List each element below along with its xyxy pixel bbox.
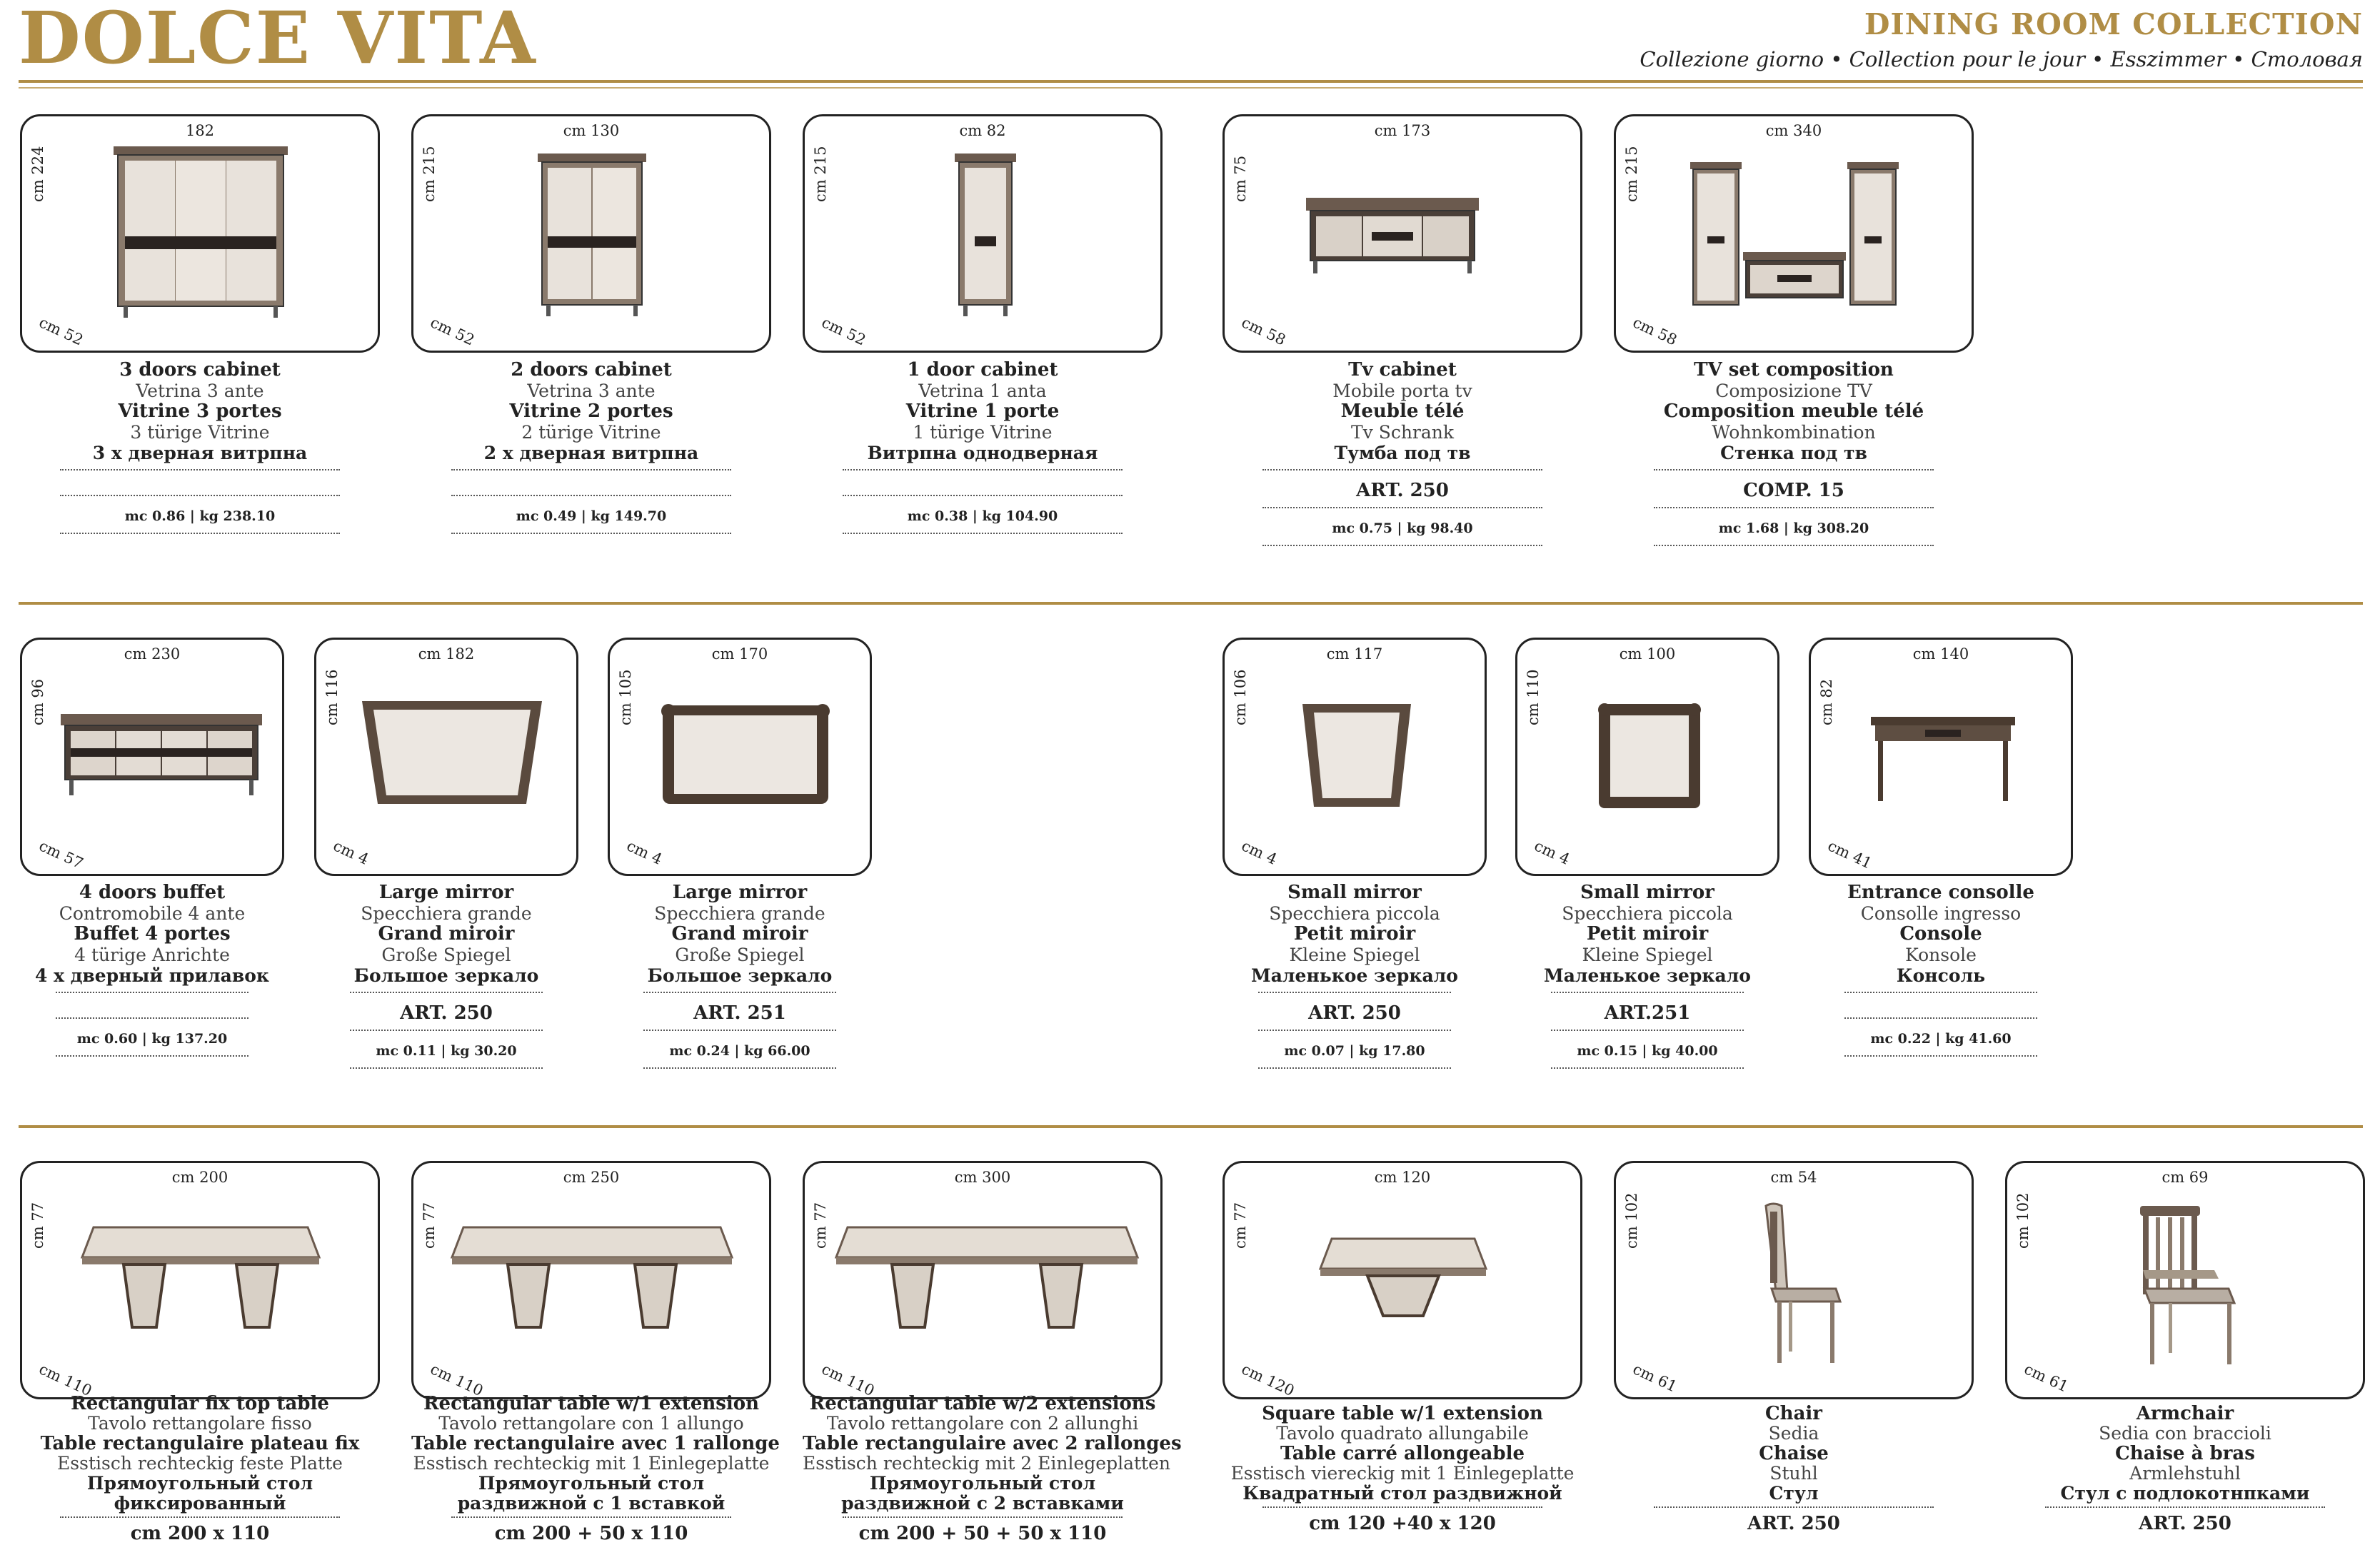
name-it: Tavolo rettangolare fisso xyxy=(88,1413,312,1434)
name-fr: Grand miroir xyxy=(378,923,515,945)
product-card-armchair[interactable] xyxy=(2005,1161,2365,1399)
name-de: Stuhl xyxy=(1769,1463,1818,1484)
volume-weight: mc 0.24 | kg 66.00 xyxy=(669,1043,810,1059)
product-card-rectangular-fix-table[interactable] xyxy=(20,1161,380,1399)
dotted-separator xyxy=(1262,1506,1542,1512)
name-en: 3 doors cabinet xyxy=(119,359,281,381)
dim-width: cm 120 xyxy=(1374,1169,1431,1186)
name-de: 2 türige Vitrine xyxy=(521,422,661,443)
dim-depth: cm 57 xyxy=(36,837,86,872)
article-code: ART. 250 xyxy=(1747,1513,1840,1534)
dotted-separator xyxy=(1551,992,1744,1003)
table-fix-drawing xyxy=(79,1220,322,1334)
product-info-rectangular-table-1-extension xyxy=(411,1393,780,1544)
product-info-square-table xyxy=(1222,1404,1582,1534)
name-fr: Grand miroir xyxy=(671,923,808,945)
dim-height: cm 116 xyxy=(323,669,341,725)
product-info-small-mirror-251 xyxy=(1515,882,1779,1079)
product-info-3-doors-cabinet xyxy=(20,360,380,544)
dim-width: cm 200 xyxy=(171,1169,229,1186)
dotted-separator xyxy=(843,533,1123,544)
name-en: Large mirror xyxy=(378,882,514,903)
product-card-chair[interactable] xyxy=(1614,1161,1974,1399)
volume-weight: mc 0.75 | kg 98.40 xyxy=(1332,520,1473,536)
square-table-drawing xyxy=(1317,1232,1489,1332)
dim-height: cm 110 xyxy=(1525,669,1542,725)
dotted-separator xyxy=(60,495,340,506)
name-ru: 3 х дверная витрпна xyxy=(92,443,308,463)
name-en: Rectangular table w/1 extension xyxy=(423,1393,760,1414)
dim-depth: cm 4 xyxy=(624,837,666,868)
dim-height: cm 75 xyxy=(1232,155,1249,202)
product-card-small-mirror-251[interactable] xyxy=(1515,638,1779,876)
small-mirror-ornate-drawing xyxy=(1596,700,1703,814)
table-size: cm 120 +40 x 120 xyxy=(1309,1513,1496,1534)
large-mirror-drawing xyxy=(359,697,545,811)
dim-height: cm 106 xyxy=(1232,669,1249,725)
dim-depth: cm 58 xyxy=(1239,313,1289,349)
name-fr: Composition meuble télé xyxy=(1663,401,1924,422)
name-ru: 2 х дверная витрпна xyxy=(483,443,699,463)
name-en: Small mirror xyxy=(1580,882,1714,903)
product-info-small-mirror-250 xyxy=(1222,882,1487,1079)
name-it: Sedia con braccioli xyxy=(2099,1423,2271,1444)
table-size: cm 200 x 110 xyxy=(130,1523,270,1544)
dim-width: cm 82 xyxy=(959,122,1006,139)
dotted-separator xyxy=(843,495,1123,506)
dotted-separator xyxy=(350,1067,543,1079)
armchair-drawing xyxy=(2129,1199,2243,1370)
header-divider xyxy=(19,80,2363,83)
name-it: Specchiera piccola xyxy=(1562,903,1733,924)
name-ru: Маленькое зеркало xyxy=(1544,965,1751,986)
name-ru: Маленькое зеркало xyxy=(1251,965,1458,986)
dotted-separator xyxy=(451,1516,731,1522)
name-en: Large mirror xyxy=(672,882,808,903)
product-card-4-doors-buffet[interactable] xyxy=(20,638,284,876)
dotted-separator xyxy=(350,1030,543,1041)
name-en: 2 doors cabinet xyxy=(511,359,672,381)
name-ru: Прямоугольный стол фиксированный xyxy=(86,1473,313,1514)
name-ru: Витрпна однодверная xyxy=(867,443,1098,463)
dim-depth: cm 110 xyxy=(36,1360,95,1400)
product-card-rectangular-table-2-extensions[interactable] xyxy=(803,1161,1163,1399)
dim-height: cm 215 xyxy=(1623,146,1640,202)
name-it: Mobile porta tv xyxy=(1332,381,1472,401)
name-de: Konsole xyxy=(1905,945,1977,965)
name-fr: Petit miroir xyxy=(1586,923,1709,945)
name-it: Vetrina 3 ante xyxy=(136,381,264,401)
dim-depth: cm 110 xyxy=(428,1360,486,1400)
dotted-separator xyxy=(451,469,731,480)
name-ru: Консоль xyxy=(1896,965,1986,986)
name-it: Tavolo rettangolare con 1 allungo xyxy=(438,1413,744,1434)
section-divider-1 xyxy=(19,602,2363,605)
name-en: 1 door cabinet xyxy=(907,359,1058,381)
dim-width: cm 250 xyxy=(563,1169,620,1186)
dim-depth: cm 4 xyxy=(1239,837,1280,868)
dim-height: cm 102 xyxy=(1623,1192,1640,1249)
dim-height: cm 102 xyxy=(2014,1192,2032,1249)
name-ru: Тумба под тв xyxy=(1334,443,1471,463)
section-divider-2 xyxy=(19,1125,2363,1128)
name-ru: Стул xyxy=(1769,1483,1819,1504)
volume-weight: mc 0.15 | kg 40.00 xyxy=(1577,1043,1718,1059)
dotted-separator xyxy=(643,992,836,1003)
name-fr: Buffet 4 portes xyxy=(74,923,231,945)
brand-title: DOLCE VITA xyxy=(19,0,537,80)
name-ru: Квадратный стол раздвижной xyxy=(1242,1483,1562,1504)
name-ru: Прямоугольный стол раздвижной с 2 вставками xyxy=(841,1473,1124,1514)
dotted-separator xyxy=(451,533,731,544)
header-divider-thin xyxy=(19,87,2363,89)
dim-depth: cm 52 xyxy=(428,313,478,349)
name-en: Armchair xyxy=(2136,1403,2234,1424)
table-size: cm 200 + 50 + 50 x 110 xyxy=(858,1523,1107,1544)
dotted-separator xyxy=(1654,507,1934,518)
dotted-separator xyxy=(643,1067,836,1079)
product-card-large-mirror-250[interactable] xyxy=(314,638,578,876)
name-fr: Table carré allongeable xyxy=(1280,1443,1525,1464)
dotted-separator xyxy=(2045,1506,2325,1512)
name-de: Kleine Spiegel xyxy=(1289,945,1420,965)
product-card-small-mirror-250[interactable] xyxy=(1222,638,1487,876)
name-ru: Большое зеркало xyxy=(353,965,539,986)
dotted-separator xyxy=(1844,992,2037,1003)
name-de: Esstisch rechteckig mit 1 Einlegeplatte xyxy=(413,1453,770,1474)
name-ru: 4 х дверный прилавок xyxy=(35,965,269,986)
dotted-separator xyxy=(1258,1030,1451,1041)
dim-width: cm 100 xyxy=(1619,645,1676,663)
name-fr: Chaise xyxy=(1759,1443,1829,1464)
product-info-tv-cabinet xyxy=(1222,360,1582,556)
product-card-2-doors-cabinet[interactable] xyxy=(411,114,771,353)
volume-weight: mc 0.38 | kg 104.90 xyxy=(907,508,1058,524)
dotted-separator xyxy=(60,469,340,480)
name-de: Esstisch rechteckig mit 2 Einlegeplatten xyxy=(803,1453,1170,1474)
name-de: 3 türige Vitrine xyxy=(130,422,270,443)
dotted-separator xyxy=(843,1516,1123,1522)
dotted-separator xyxy=(60,1516,340,1522)
volume-weight: mc 0.07 | kg 17.80 xyxy=(1284,1043,1425,1059)
name-fr: Meuble télé xyxy=(1340,401,1465,422)
name-it: Specchiera piccola xyxy=(1269,903,1440,924)
buffet-drawing xyxy=(58,711,265,804)
dotted-separator xyxy=(1262,469,1542,480)
dim-height: cm 82 xyxy=(1818,678,1835,725)
collection-subtitle: Collezione giorno • Collection pour le jour • Esszimmer • Столовая xyxy=(1640,47,2363,71)
name-fr: Vitrine 3 portes xyxy=(118,401,282,422)
name-it: Specchiera grande xyxy=(361,903,532,924)
dim-depth: cm 61 xyxy=(1630,1360,1680,1396)
dotted-separator xyxy=(1654,1506,1934,1512)
dim-height: cm 77 xyxy=(29,1202,46,1249)
small-mirror-drawing xyxy=(1300,700,1414,814)
article-code: ART.251 xyxy=(1604,1002,1691,1024)
name-fr: Table rectangulaire plateau fix xyxy=(40,1433,360,1454)
product-card-large-mirror-251[interactable] xyxy=(608,638,872,876)
name-fr: Table rectangulaire avec 1 rallonge xyxy=(411,1433,780,1454)
cabinet-3-doors-drawing xyxy=(108,144,293,322)
name-en: Rectangular table w/2 extensions xyxy=(809,1393,1156,1414)
volume-weight: mc 0.11 | kg 30.20 xyxy=(376,1043,517,1059)
name-de: Armlehstuhl xyxy=(2129,1463,2241,1484)
dotted-separator xyxy=(1551,1030,1744,1041)
name-ru: Большое зеркало xyxy=(647,965,833,986)
name-it: Specchiera grande xyxy=(654,903,825,924)
name-de: Esstisch rechteckig feste Platte xyxy=(57,1453,343,1474)
product-info-large-mirror-250 xyxy=(314,882,578,1079)
volume-weight: mc 0.49 | kg 149.70 xyxy=(516,508,667,524)
dim-height: cm 215 xyxy=(421,146,438,202)
large-mirror-ornate-drawing xyxy=(660,701,831,808)
dotted-separator xyxy=(1844,1055,2037,1067)
collection-title: DINING ROOM COLLECTION xyxy=(1864,7,2363,41)
article-code: ART. 250 xyxy=(2139,1513,2231,1534)
name-de: Tv Schrank xyxy=(1350,422,1455,443)
product-card-tv-set-composition[interactable] xyxy=(1614,114,1974,353)
table-size: cm 200 + 50 x 110 xyxy=(494,1523,688,1544)
product-card-1-door-cabinet[interactable] xyxy=(803,114,1163,353)
name-en: Chair xyxy=(1764,1403,1823,1424)
dim-width: cm 54 xyxy=(1770,1169,1817,1186)
name-it: Vetrina 1 anta xyxy=(918,381,1047,401)
dim-width: cm 300 xyxy=(954,1169,1011,1186)
dim-height: cm 77 xyxy=(421,1202,438,1249)
name-de: Große Spiegel xyxy=(381,945,511,965)
product-info-tv-set-composition xyxy=(1614,360,1974,556)
cabinet-1-door-drawing xyxy=(953,151,1018,322)
dotted-separator xyxy=(56,992,248,1003)
dotted-separator xyxy=(451,495,731,506)
name-fr: Vitrine 1 porte xyxy=(905,401,1060,422)
dotted-separator xyxy=(56,1055,248,1067)
dim-height: cm 77 xyxy=(812,1202,829,1249)
name-en: Square table w/1 extension xyxy=(1262,1403,1543,1424)
dotted-separator xyxy=(1654,545,1934,556)
dotted-separator xyxy=(350,992,543,1003)
cabinet-2-doors-drawing xyxy=(535,151,649,322)
dim-width: cm 69 xyxy=(2161,1169,2209,1186)
product-card-square-table[interactable] xyxy=(1222,1161,1582,1399)
name-de: Kleine Spiegel xyxy=(1582,945,1713,965)
dim-depth: cm 41 xyxy=(1825,837,1875,872)
volume-weight: mc 0.22 | kg 41.60 xyxy=(1870,1031,2012,1047)
dim-depth: cm 110 xyxy=(819,1360,878,1400)
name-it: Consolle ingresso xyxy=(1860,903,2022,924)
tv-composition-drawing xyxy=(1687,159,1902,323)
name-de: 1 türige Vitrine xyxy=(913,422,1053,443)
dim-height: cm 77 xyxy=(1232,1202,1249,1249)
dotted-separator xyxy=(843,469,1123,480)
product-info-armchair xyxy=(2005,1404,2365,1534)
name-fr: Petit miroir xyxy=(1293,923,1416,945)
product-info-2-doors-cabinet xyxy=(411,360,771,544)
name-it: Tavolo quadrato allungabile xyxy=(1276,1423,1529,1444)
name-de: Wohnkombination xyxy=(1712,422,1876,443)
name-fr: Chaise à bras xyxy=(2115,1443,2255,1464)
name-de: Esstisch viereckig mit 1 Einlegeplatte xyxy=(1230,1463,1575,1484)
product-info-rectangular-table-2-extensions xyxy=(803,1393,1182,1544)
product-card-entrance-consolle[interactable] xyxy=(1809,638,2073,876)
dim-height: cm 215 xyxy=(812,146,829,202)
dotted-separator xyxy=(1258,1067,1451,1079)
dim-width: cm 130 xyxy=(563,122,620,139)
name-fr: Table rectangulaire avec 2 rallonges xyxy=(803,1433,1182,1454)
tv-cabinet-drawing xyxy=(1303,195,1482,281)
dim-depth: cm 58 xyxy=(1630,313,1680,349)
volume-weight: mc 1.68 | kg 308.20 xyxy=(1718,520,1869,536)
dim-width: cm 117 xyxy=(1326,645,1383,663)
chair-drawing xyxy=(1744,1199,1844,1370)
dim-depth: cm 120 xyxy=(1239,1360,1297,1400)
dotted-separator xyxy=(1262,507,1542,518)
product-info-chair xyxy=(1614,1404,1974,1534)
dim-depth: cm 4 xyxy=(331,837,372,868)
product-info-large-mirror-251 xyxy=(608,882,872,1079)
name-fr: Console xyxy=(1899,923,1982,945)
name-en: Rectangular fix top table xyxy=(71,1393,329,1414)
dotted-separator xyxy=(1258,992,1451,1003)
article-code: ART. 250 xyxy=(1308,1002,1401,1024)
dim-width: cm 230 xyxy=(124,645,181,663)
dim-width: cm 140 xyxy=(1912,645,1969,663)
dim-height: cm 96 xyxy=(29,678,46,725)
table-2-extensions-drawing xyxy=(833,1220,1140,1334)
dim-width: cm 170 xyxy=(711,645,768,663)
dim-width: cm 173 xyxy=(1374,122,1431,139)
dotted-separator xyxy=(1262,545,1542,556)
name-de: 4 türige Anrichte xyxy=(74,945,230,965)
dotted-separator xyxy=(56,1017,248,1029)
consolle-drawing xyxy=(1868,714,2018,807)
product-card-rectangular-table-1-extension[interactable] xyxy=(411,1161,771,1399)
dim-width: 182 xyxy=(185,122,215,139)
name-ru: Прямоугольный стол раздвижной с 1 вставкой xyxy=(457,1473,725,1514)
table-1-extension-drawing xyxy=(449,1220,735,1334)
dotted-separator xyxy=(60,533,340,544)
volume-weight: mc 0.60 | kg 137.20 xyxy=(76,1031,228,1047)
name-it: Composizione TV xyxy=(1715,381,1872,401)
article-code: ART. 251 xyxy=(693,1002,786,1024)
volume-weight: mc 0.86 | kg 238.10 xyxy=(124,508,276,524)
name-it: Vetrina 3 ante xyxy=(527,381,656,401)
name-fr: Vitrine 2 portes xyxy=(509,401,673,422)
name-de: Große Spiegel xyxy=(675,945,805,965)
article-code: COMP. 15 xyxy=(1743,480,1844,501)
product-info-entrance-consolle xyxy=(1809,882,2073,1067)
name-en: Entrance consolle xyxy=(1847,882,2034,903)
dotted-separator xyxy=(1844,1017,2037,1029)
name-it: Contromobile 4 ante xyxy=(59,903,246,924)
product-card-3-doors-cabinet[interactable] xyxy=(20,114,380,353)
dim-depth: cm 4 xyxy=(1532,837,1573,868)
dim-width: cm 340 xyxy=(1765,122,1822,139)
name-en: TV set composition xyxy=(1694,359,1894,381)
dim-depth: cm 52 xyxy=(819,313,869,349)
name-it: Sedia xyxy=(1768,1423,1819,1444)
name-ru: Стул с подлокотнпками xyxy=(2060,1483,2310,1504)
article-code: ART. 250 xyxy=(1356,480,1449,501)
dim-width: cm 182 xyxy=(418,645,475,663)
product-card-tv-cabinet[interactable] xyxy=(1222,114,1582,353)
dim-depth: cm 52 xyxy=(36,313,86,349)
name-it: Tavolo rettangolare con 2 allunghi xyxy=(826,1413,1139,1434)
name-ru: Стенка под тв xyxy=(1720,443,1867,463)
name-en: Tv cabinet xyxy=(1348,359,1457,381)
product-info-rectangular-fix-table xyxy=(20,1394,380,1544)
dotted-separator xyxy=(643,1030,836,1041)
dotted-separator xyxy=(1654,469,1934,480)
dim-depth: cm 61 xyxy=(2022,1360,2072,1396)
name-en: Small mirror xyxy=(1287,882,1422,903)
dotted-separator xyxy=(1551,1067,1744,1079)
product-info-4-doors-buffet xyxy=(20,882,284,1067)
dim-height: cm 105 xyxy=(617,669,634,725)
name-en: 4 doors buffet xyxy=(79,882,226,903)
dim-height: cm 224 xyxy=(29,146,46,202)
product-info-1-door-cabinet xyxy=(803,360,1163,544)
article-code: ART. 250 xyxy=(400,1002,493,1024)
